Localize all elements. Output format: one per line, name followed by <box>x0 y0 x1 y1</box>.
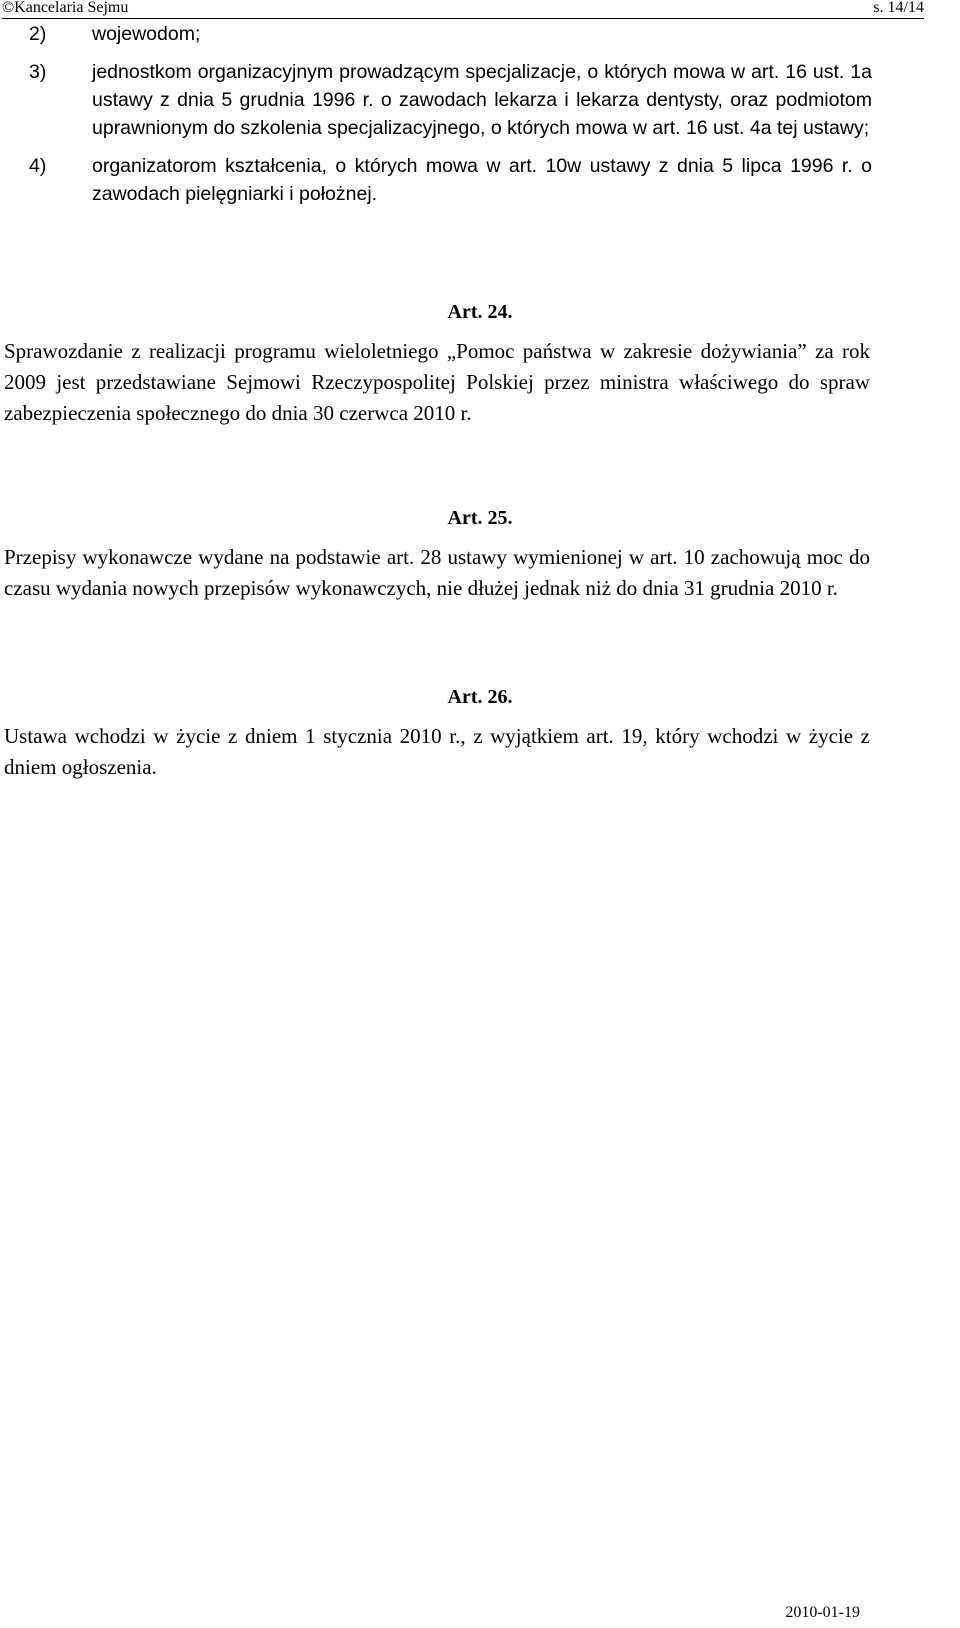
article-26-text: Ustawa wchodzi w życie z dniem 1 stycznia 2010 r., z wyjątkiem art. 19, który wchodzi w życie z dniem ogłoszenia. <box>4 724 870 779</box>
article-24-title: Art. 24. <box>447 301 513 323</box>
list-item-text: organizatorom kształcenia, o których mowa w art. 10w ustawy z dnia 5 lipca 1996 r. o zawodach pielęgniarki i położnej. <box>92 155 872 205</box>
footer-date: 2010-01-19 <box>785 1604 860 1621</box>
list-item-number: 3) <box>29 61 47 83</box>
article-25-title: Art. 25. <box>447 507 513 529</box>
list-item <box>29 152 872 208</box>
header-source: ©Kancelaria Sejmu <box>2 0 129 16</box>
article-24-text: Sprawozdanie z realizacji programu wieloletniego „Pomoc państwa w zakresie dożywiania” za rok 2009 jest przedstawiane Sejmowi Rzeczypospolitej Polskiej przez ministra właściwego do spraw zabezpieczenia społecznego do dnia 30 czerwca 2010 r. <box>4 339 870 425</box>
list-item-text: wojewodom; <box>92 23 201 45</box>
page-header <box>2 0 924 19</box>
list-item-number: 4) <box>29 155 47 177</box>
enumerated-list <box>29 20 872 208</box>
list-item <box>29 58 872 142</box>
article-26-title: Art. 26. <box>447 686 513 708</box>
list-item <box>29 20 872 48</box>
list-item-number: 2) <box>29 23 47 45</box>
list-item-text: jednostkom organizacyjnym prowadzącym specjalizacje, o których mowa w art. 16 ust. 1a ustawy z dnia 5 grudnia 1996 r. o zawodach lekarza i lekarza dentysty, oraz podmiotom uprawnionym do szkolenia specjalizacyjnego, o których mowa w art. 16 ust. 4a tej ustawy; <box>92 61 872 139</box>
article-25-text: Przepisy wykonawcze wydane na podstawie art. 28 ustawy wymienionej w art. 10 zachowują moc do czasu wydania nowych przepisów wykonawczych, nie dłużej jednak niż do dnia 31 grudnia 2010 r. <box>4 545 870 600</box>
page-number: s. 14/14 <box>873 0 924 16</box>
